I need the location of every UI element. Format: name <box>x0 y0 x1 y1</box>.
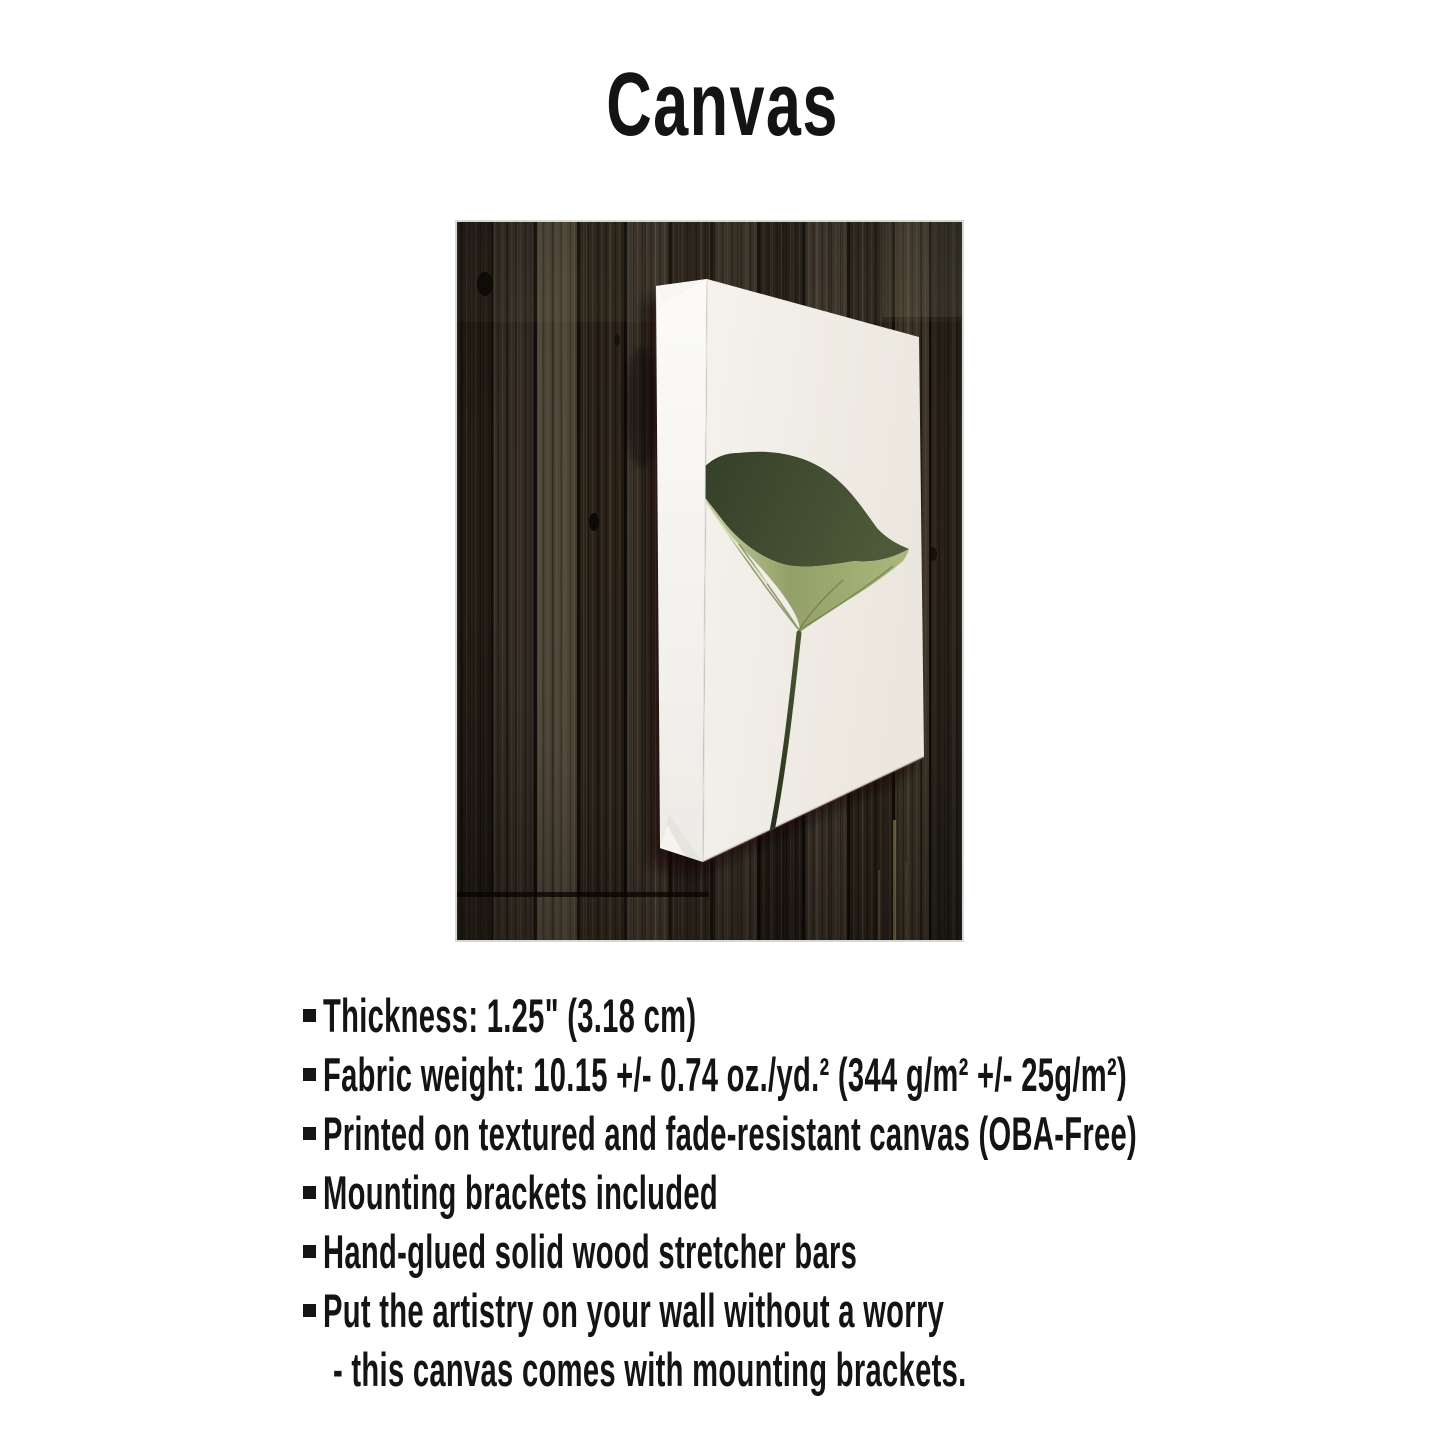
spec-list-item <box>303 1340 1445 1399</box>
spec-text: Put the artistry on your wall without a worry <box>323 1284 945 1337</box>
specs-list <box>303 986 1445 1399</box>
canvas-mockup <box>656 279 924 862</box>
spec-text: Printed on textured and fade-resistant canvas (OBA-Free) <box>323 1107 1138 1160</box>
bullet-square-icon <box>303 1304 316 1317</box>
spec-list-item <box>303 1104 1445 1163</box>
bullet-square-icon <box>303 1245 316 1258</box>
spec-list-item <box>303 1281 1445 1340</box>
bullet-square-icon <box>303 1009 316 1022</box>
spec-text: Thickness: 1.25" (3.18 cm) <box>323 989 697 1042</box>
spec-list-item <box>303 1163 1445 1222</box>
product-photo <box>455 220 964 942</box>
spec-text: Mounting brackets included <box>323 1166 719 1219</box>
bullet-square-icon <box>303 1127 316 1140</box>
spec-list-item <box>303 986 1445 1045</box>
spec-text: Hand-glued solid wood stretcher bars <box>323 1225 858 1278</box>
spec-text: - this canvas comes with mounting brackets. <box>333 1343 967 1396</box>
product-photo-graphic <box>457 222 962 940</box>
bullet-square-icon <box>303 1068 316 1081</box>
page-title: Canvas <box>606 55 839 155</box>
spec-list-item <box>303 1045 1445 1104</box>
spec-text: Fabric weight: 10.15 +/- 0.74 oz./yd.² (344 g/m² +/- 25g/m²) <box>323 1048 1127 1101</box>
canvas-side-edge <box>656 279 707 862</box>
bullet-square-icon <box>303 1186 316 1199</box>
spec-list-item <box>303 1222 1445 1281</box>
